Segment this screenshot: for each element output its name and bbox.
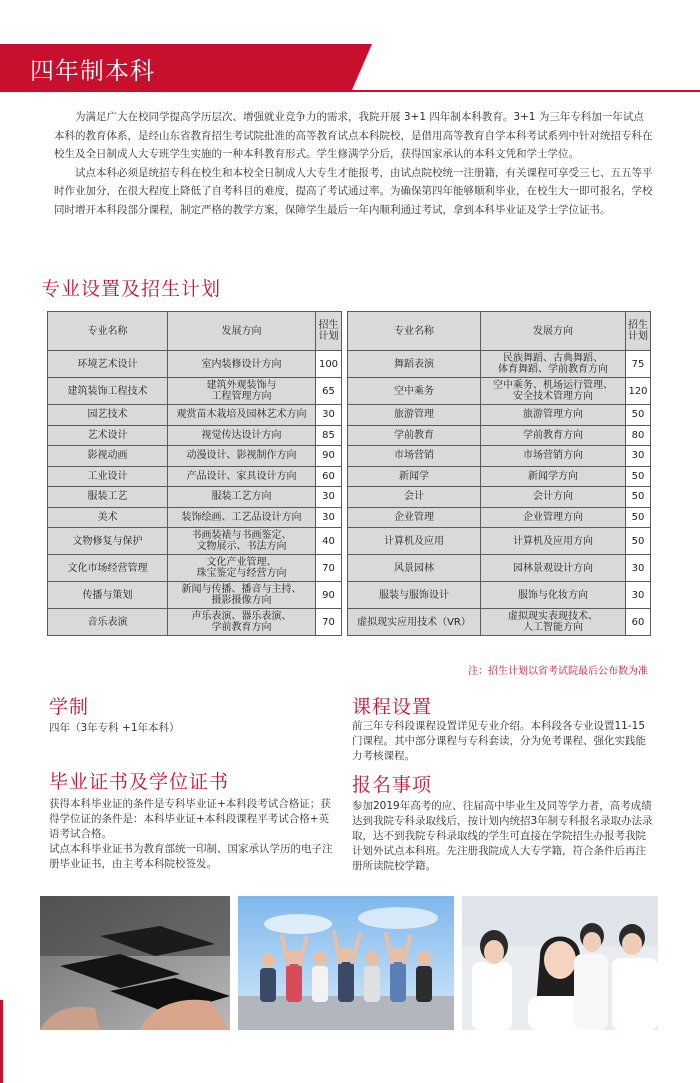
cell-direction: 新闻学方向 [481,466,626,487]
cell-direction: 装饰绘画、工艺品设计方向 [168,507,316,528]
cell-major: 学前教育 [348,425,481,446]
plan-section-title: 专业设置及招生计划 [41,278,222,300]
cell-major: 工业设计 [48,466,168,487]
cell-quota: 50 [626,466,651,487]
table-row [48,351,651,378]
cell-quota: 90 [316,582,342,609]
cell-quota: 85 [316,425,342,446]
cell-quota: 30 [316,405,342,426]
cell-quota: 40 [316,528,342,555]
header-divider [0,90,700,92]
system-text: 四年（3年专科 +1年本科） [49,722,180,734]
cert-paragraph-2: 试点本科毕业证书为教育部统一印制、国家承认学历的电子注册毕业证书，由主考本科院校签发。 [49,843,333,870]
cell-major: 新闻学 [348,466,481,487]
cell-major: 计算机及应用 [348,528,481,555]
cell-direction: 园林景观设计方向 [481,555,626,582]
cell-direction: 会计方向 [481,487,626,508]
intro-paragraph-1: 为满足广大在校同学提高学历层次、增强就业竞争力的需求，我院开展 3+1 四年制本科教育。3+1 为三年专科加一年试点本科的教育体系，是经山东省教育招生考试院批准的高等教育试点本科院校，是借用高等教育自学本科考试系列中针对统招专科在校生及全日制成人大专班学生实施的一种本科教育形式。学生修满学分后，获得国家承认的本科文凭和学士学位。 [54,111,653,160]
table-row [48,528,651,555]
table-header-row [48,312,651,351]
cell-quota: 30 [316,487,342,508]
cell-quota: 50 [626,405,651,426]
cell-major: 风景园林 [348,555,481,582]
cell-direction: 视觉传达设计方向 [168,425,316,446]
table-row [48,609,651,636]
cell-quota: 50 [626,507,651,528]
table-row [48,555,651,582]
table-row [48,405,651,426]
cell-major: 文化市场经营管理 [48,555,168,582]
cell-major: 美术 [48,507,168,528]
header-direction-right: 发展方向 [481,312,626,351]
cell-major: 企业管理 [348,507,481,528]
cell-direction: 观赏苗木栽培及园林艺术方向 [168,405,316,426]
apply-text: 参加2019年高考的应、往届高中毕业生及同等学力者，高考成绩达到我院专科录取线后，按计划内统招3年制专科报名录取办法录取，达不到我院专科录取线的学生可直接在学院招生办报考我院计划外试点本科班。先注册我院成人大专学籍，符合条件后再注册所读院校学籍。 [352,800,653,872]
cell-quota: 70 [316,609,342,636]
cell-major: 艺术设计 [48,425,168,446]
cell-quota: 80 [626,425,651,446]
students-cheering-photo [238,896,454,1030]
cell-major: 园艺技术 [48,405,168,426]
cell-major: 环境艺术设计 [48,351,168,378]
cell-quota: 65 [316,378,342,405]
intro-paragraph-2: 试点本科必须是统招专科在校生和本校全日制成人大专生才能报考，由试点院校统一注册籍，有关课程可享受三七、五五等平时作业加分，在很大程度上降低了自考科目的难度，提高了考试通过率。为确保第四年能够顺利毕业，在校生大一即可报名，学校同时增开本科段部分课程，制定严格的教学方案，保障学生最后一年内顺利通过考试，拿到本科毕业证及学士学位证书。 [54,166,653,216]
cell-quota: 30 [316,507,342,528]
cell-major: 市场营销 [348,446,481,467]
students-classroom-photo [462,896,658,1030]
cell-major: 服装工艺 [48,487,168,508]
cell-direction: 文化产业管理、 珠宝鉴定与经营方向 [168,555,316,582]
course-section-title: 课程设置 [352,696,433,718]
graduation-caps-photo [40,896,230,1030]
cell-major: 建筑装饰工程技术 [48,378,168,405]
cell-quota: 90 [316,446,342,467]
cell-direction: 空中乘务、机场运行管理、 安全技术管理方向 [481,378,626,405]
cert-text [49,797,334,872]
table-row [48,425,651,446]
cell-direction: 服饰与化妆方向 [481,582,626,609]
cell-major: 文物修复与保护 [48,528,168,555]
cell-quota: 30 [626,555,651,582]
enrollment-plan-table [47,311,651,636]
plan-note: 注：招生计划以省考试院最后公布数为准 [468,666,648,677]
table-row [48,466,651,487]
cell-direction: 民族舞蹈、古典舞蹈、 体育舞蹈、学前教育方向 [481,351,626,378]
cell-direction: 市场营销方向 [481,446,626,467]
cell-major: 空中乘务 [348,378,481,405]
apply-section-title: 报名事项 [352,774,433,796]
cell-quota: 30 [626,446,651,467]
cell-quota: 60 [626,609,651,636]
cell-direction: 企业管理方向 [481,507,626,528]
cert-paragraph-1: 获得本科毕业证的条件是专科毕业证+本科段考试合格证；获得学位证的条件是：本科毕业证+本科段课程平考试合格+英语考试合格。 [49,798,331,840]
system-section-title: 学制 [49,696,90,718]
cell-major: 传播与策划 [48,582,168,609]
cell-major: 音乐表演 [48,609,168,636]
table-row [48,507,651,528]
header-major-left: 专业名称 [48,312,168,351]
table-row [48,378,651,405]
cell-major: 舞蹈表演 [348,351,481,378]
table-row [48,446,651,467]
cert-section-title: 毕业证书及学位证书 [49,771,230,793]
course-text: 前三年专科段课程设置详见专业介绍。本科段各专业设置11-15门课程。其中部分课程与专科套读，分为免考课程、强化实践能力考核课程。 [352,720,646,762]
cell-quota: 120 [626,378,651,405]
intro-text [54,108,654,219]
cell-quota: 100 [316,351,342,378]
header-band [0,44,352,90]
cell-direction: 计算机及应用方向 [481,528,626,555]
cell-direction: 产品设计、家具设计方向 [168,466,316,487]
cell-direction: 建筑外观装饰与 工程管理方向 [168,378,316,405]
page-title: 四年制本科 [30,57,155,85]
header-major-right: 专业名称 [348,312,481,351]
header-direction-left: 发展方向 [168,312,316,351]
cell-direction: 旅游管理方向 [481,405,626,426]
cell-major: 会计 [348,487,481,508]
cell-direction: 新闻与传播、播音与主持、 摄影摄像方向 [168,582,316,609]
cell-direction: 虚拟现实表现技术、 人工智能方向 [481,609,626,636]
cell-quota: 70 [316,555,342,582]
header-quota-left: 招生计划 [316,312,342,351]
table-row [48,582,651,609]
cell-quota: 30 [626,582,651,609]
cell-major: 旅游管理 [348,405,481,426]
cell-direction: 室内装修设计方向 [168,351,316,378]
cell-direction: 服装工艺方向 [168,487,316,508]
cell-major: 影视动画 [48,446,168,467]
cell-major: 虚拟现实应用技术（VR） [348,609,481,636]
cell-direction: 学前教育方向 [481,425,626,446]
cell-quota: 75 [626,351,651,378]
bottom-accent [0,1000,3,1083]
table-row [48,487,651,508]
cell-direction: 声乐表演、器乐表演、 学前教育方向 [168,609,316,636]
cell-direction: 动漫设计、影视制作方向 [168,446,316,467]
cell-quota: 50 [626,528,651,555]
header-quota-right: 招生计划 [626,312,651,351]
cell-quota: 60 [316,466,342,487]
cell-quota: 50 [626,487,651,508]
cell-major: 服装与服饰设计 [348,582,481,609]
cell-direction: 书画装裱与书画鉴定、 文物展示、书法方向 [168,528,316,555]
